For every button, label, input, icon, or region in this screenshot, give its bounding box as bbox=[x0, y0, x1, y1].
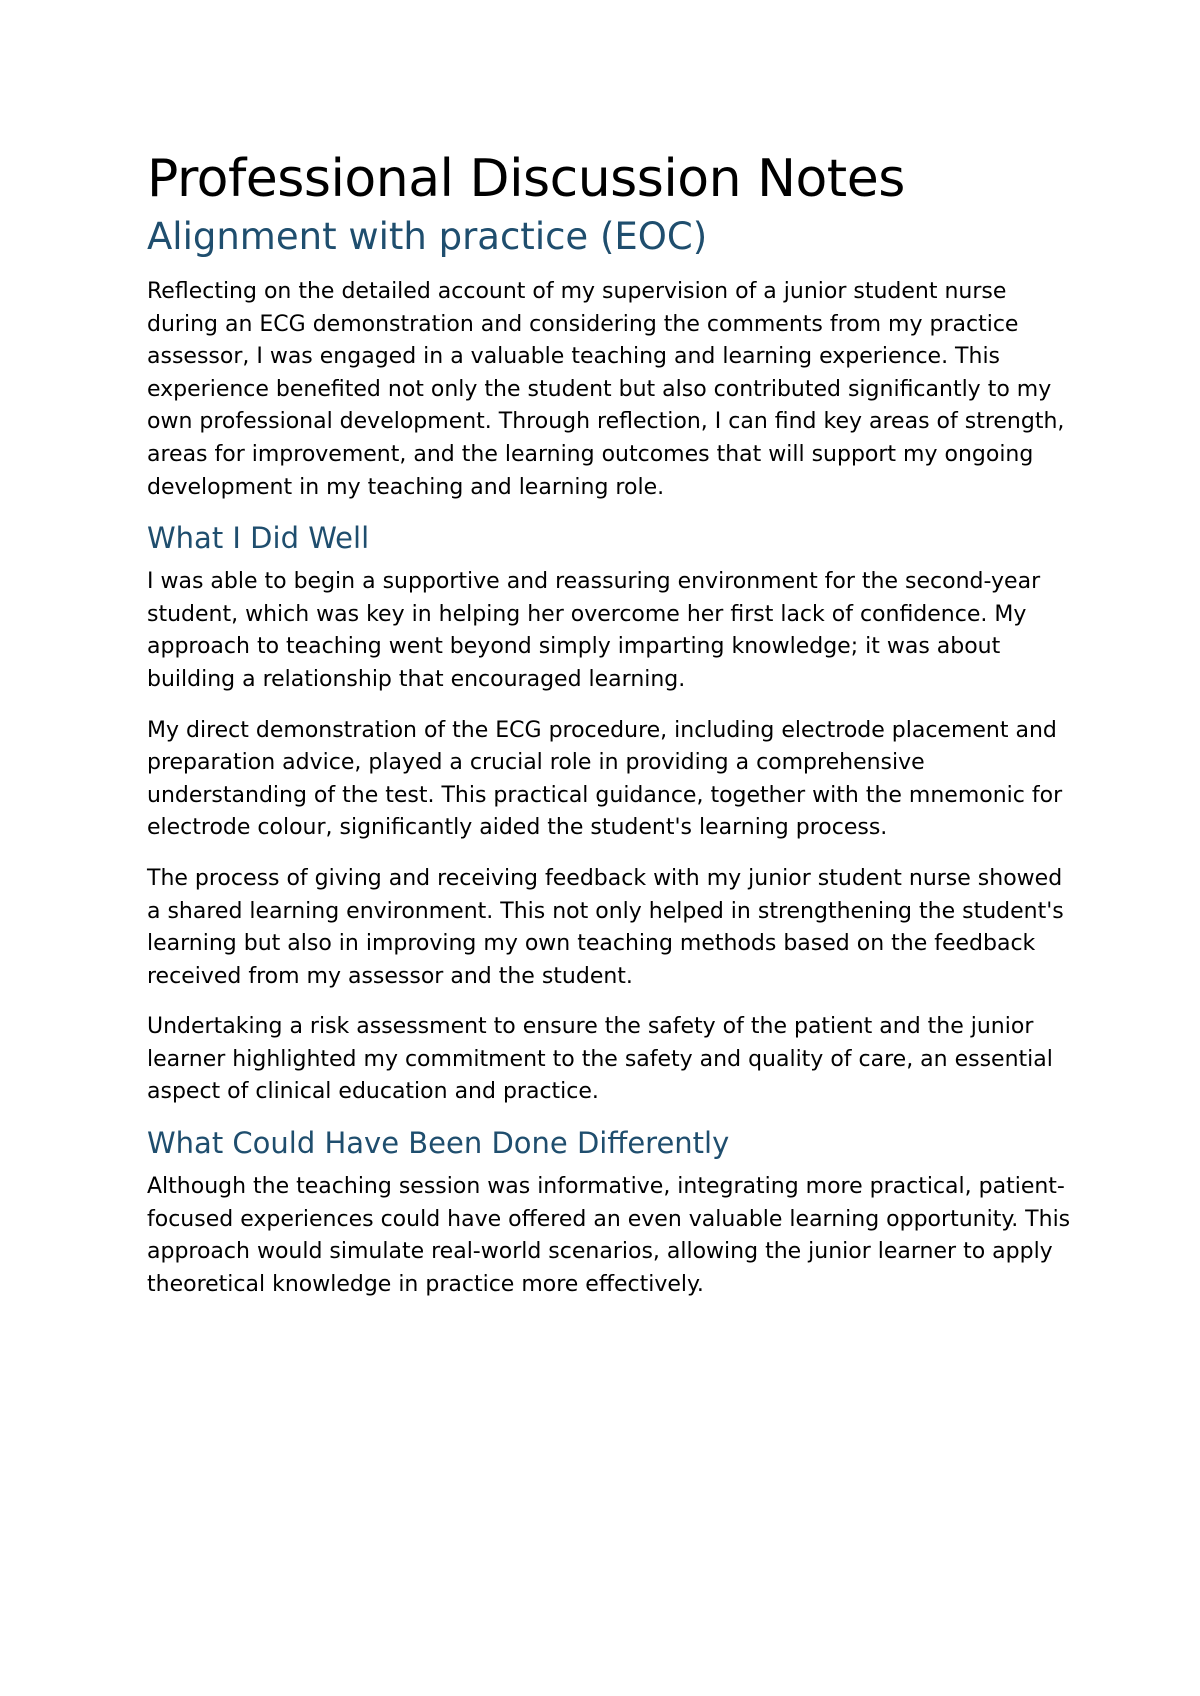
paragraph-did-well-3: The process of giving and receiving feedback with my junior student nurse showed a shared learning environment. This not only helped in strengthening the student's learning but also in improving my own teaching methods based on the feedback received from my assessor and the student. bbox=[147, 865, 1064, 989]
document-title: Professional Discussion Notes bbox=[147, 149, 905, 209]
paragraph-done-differently-1: Although the teaching session was informative, integrating more practical, patient-focused experiences could have offered an even valuable learning opportunity. This approach would simulate real-world scenarios, allowing the junior learner to apply theoretical knowledge in practice more effectively. bbox=[147, 1174, 1071, 1297]
section-heading-alignment: Alignment with practice (EOC) bbox=[147, 215, 708, 258]
paragraph-alignment-1: Reflecting on the detailed account of my supervision of a junior student nurse during an ECG demonstration and considering the comments from my practice assessor, I was engaged in a valuable teaching and learning experience. This experience benefited not only the student but also contributed significantly to my own professional development. Through reflection, I can find key areas of strength, areas for improvement, and the learning outcomes that will support my ongoing development in my teaching and learning role. bbox=[147, 279, 1065, 500]
paragraph-did-well-2: My direct demonstration of the ECG procedure, including electrode placement and preparation advice, played a crucial role in providing a comprehensive understanding of the test. This practical guidance, together with the mnemonic for electrode colour, significantly aided the student's learning process. bbox=[147, 717, 1063, 841]
paragraph-did-well-4: Undertaking a risk assessment to ensure the safety of the patient and the junior learner highlighted my commitment to the safety and quality of care, an essential aspect of clinical education and practice. bbox=[147, 1014, 1053, 1105]
section-heading-what-i-did-well: What I Did Well bbox=[147, 521, 370, 556]
section-heading-done-differently: What Could Have Been Done Differently bbox=[147, 1126, 730, 1161]
paragraph-did-well-1: I was able to begin a supportive and reassuring environment for the second-year student, which was key in helping her overcome her first lack of confidence. My approach to teaching went beyond simply imparting knowledge; it was about building a relationship that encouraged learning. bbox=[147, 569, 1041, 692]
